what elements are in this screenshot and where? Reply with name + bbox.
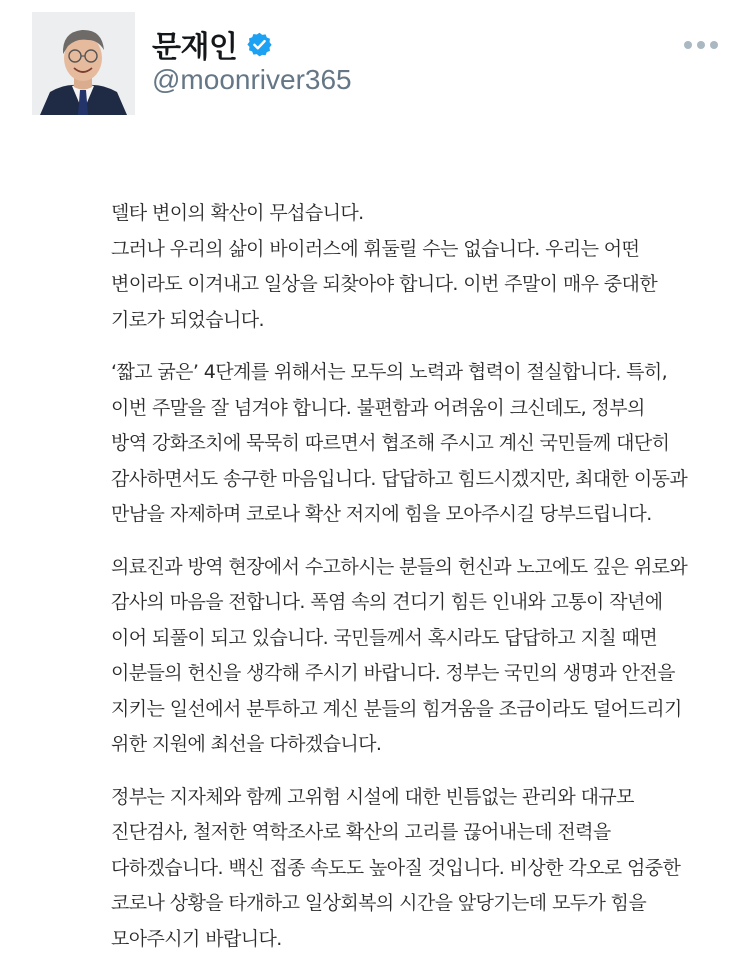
tweet-paragraph-2 xyxy=(111,355,651,533)
text-line: 코로나 상황을 타개하고 일상회복의 시간을 앞당기는데 모두가 힘을 xyxy=(111,886,651,922)
more-options-icon xyxy=(684,41,692,49)
verified-badge-icon xyxy=(246,31,273,58)
tweet-paragraph-3 xyxy=(111,550,651,763)
text-line: 다하겠습니다. 백신 접종 속도도 높아질 것입니다. 비상한 각오로 엄중한 xyxy=(111,851,651,887)
text-line: 이번 주말을 잘 넘겨야 합니다. 불편함과 어려움이 크신데도, 정부의 xyxy=(111,391,651,427)
display-name[interactable]: 문재인 xyxy=(152,22,237,66)
tweet-body xyxy=(111,196,651,957)
text-line: 의료진과 방역 현장에서 수고하시는 분들의 헌신과 노고에도 깊은 위로와 xyxy=(111,550,651,586)
text-line: 정부는 지자체와 함께 고위험 시설에 대한 빈틈없는 관리와 대규모 xyxy=(111,780,651,816)
user-handle[interactable]: @moonriver365 xyxy=(152,64,352,96)
text-line: 지키는 일선에서 분투하고 계신 분들의 힘겨움을 조금이라도 덜어드리기 xyxy=(111,692,651,728)
more-options-icon xyxy=(697,41,705,49)
text-line: 이분들의 헌신을 생각해 주시기 바랍니다. 정부는 국민의 생명과 안전을 xyxy=(111,656,651,692)
text-line: 감사하면서도 송구한 마음입니다. 답답하고 힘드시겠지만, 최대한 이동과 xyxy=(111,462,651,498)
name-row xyxy=(152,24,273,64)
profile-photo-icon xyxy=(32,12,135,115)
tweet-header xyxy=(0,0,750,130)
tweet-paragraph-1 xyxy=(111,196,651,338)
text-line: 변이라도 이겨내고 일상을 되찾아야 합니다. 이번 주말이 매우 중대한 xyxy=(111,267,651,303)
text-line: 만남을 자제하며 코로나 확산 저지에 힘을 모아주시길 당부드립니다. xyxy=(111,497,651,533)
text-line: ‘짧고 굵은’ 4단계를 위해서는 모두의 노력과 협력이 절실합니다. 특히, xyxy=(111,355,651,391)
text-line: 모아주시기 바랍니다. xyxy=(111,922,651,957)
text-line: 기로가 되었습니다. xyxy=(111,303,651,339)
text-line: 진단검사, 철저한 역학조사로 확산의 고리를 끊어내는데 전력을 xyxy=(111,815,651,851)
text-line: 이어 되풀이 되고 있습니다. 국민들께서 혹시라도 답답하고 지칠 때면 xyxy=(111,621,651,657)
text-line: 감사의 마음을 전합니다. 폭염 속의 견디기 힘든 인내와 고통이 작년에 xyxy=(111,585,651,621)
tweet-paragraph-4 xyxy=(111,780,651,957)
text-line: 그러나 우리의 삶이 바이러스에 휘둘릴 수는 없습니다. 우리는 어떤 xyxy=(111,232,651,268)
avatar[interactable] xyxy=(32,12,135,115)
text-line: 방역 강화조치에 묵묵히 따르면서 협조해 주시고 계신 국민들께 대단히 xyxy=(111,426,651,462)
more-options-button[interactable] xyxy=(684,38,718,52)
text-line: 델타 변이의 확산이 무섭습니다. xyxy=(111,196,651,232)
text-line: 위한 지원에 최선을 다하겠습니다. xyxy=(111,727,651,763)
more-options-icon xyxy=(710,41,718,49)
